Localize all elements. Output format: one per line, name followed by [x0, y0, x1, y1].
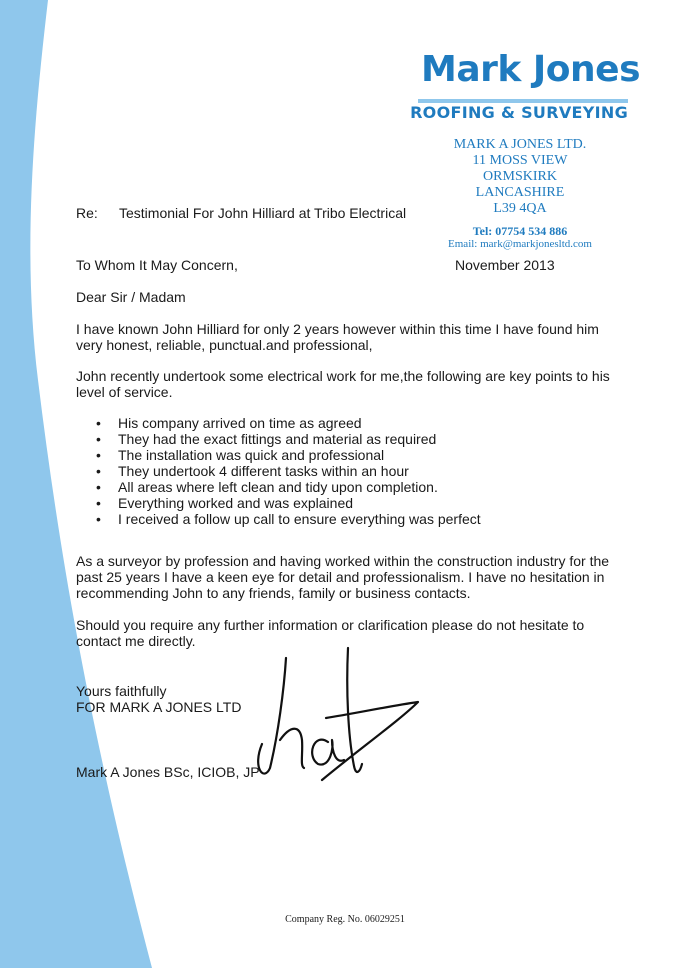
list-item: [96, 415, 481, 431]
list-item-text: They had the exact fittings and material as required: [118, 431, 437, 447]
subject-line: Testimonial For John Hilliard at Tribo Electrical: [119, 205, 407, 221]
paragraph-3: As a surveyor by profession and having worked within the construction industry for the past 25 years I have a keen eye for detail and professionalism. I have no hesitation in recommending John to any friends, family or business contacts.: [76, 553, 610, 601]
address-line: 11 MOSS VIEW: [472, 153, 568, 168]
list-item-text: All areas where left clean and tidy upon completion.: [118, 479, 438, 495]
paragraph-2: John recently undertook some electrical work for me,the following are key points to his level of service.: [76, 368, 610, 400]
signature-stroke: [258, 658, 286, 774]
address-line: L39 4QA: [493, 201, 547, 216]
bullet-icon: •: [96, 495, 101, 511]
list-item-text: His company arrived on time as agreed: [118, 415, 362, 431]
list-item-text: They undertook 4 different tasks within an hour: [118, 463, 409, 479]
signature-stroke: [312, 740, 344, 765]
list-item-text: The installation was quick and professional: [118, 447, 385, 463]
list-item: [96, 511, 481, 527]
bullet-icon: •: [96, 415, 101, 431]
list-item-text: Everything worked and was explained: [118, 495, 354, 511]
letter-date: November 2013: [455, 257, 555, 273]
handwritten-signature: [240, 640, 440, 790]
address-line: LANCASHIRE: [475, 185, 565, 200]
address-line: ORMSKIRK: [483, 169, 557, 184]
paragraph-4: Should you require any further information or clarification please do not hesitate to contact me directly.: [76, 617, 585, 649]
email: Email: mark@markjonesltd.com: [448, 238, 592, 250]
address-line: MARK A JONES LTD.: [453, 137, 587, 152]
bullet-icon: •: [96, 479, 101, 495]
paragraph-1: I have known John Hilliard for only 2 years however within this time I have found him very honest, reliable, punctual.and professional,: [76, 321, 599, 353]
list-item: [96, 479, 481, 495]
company-address: [420, 137, 620, 217]
signatory-name: Mark A Jones BSc, ICIOB, JP: [76, 764, 260, 780]
brand-name: Mark Jones: [421, 49, 640, 90]
closing-company: FOR MARK A JONES LTD: [76, 699, 242, 715]
list-item: [96, 447, 481, 463]
brand-subtitle: ROOFING & SURVEYING: [410, 103, 628, 122]
salutation-dear: Dear Sir / Madam: [76, 289, 186, 305]
signature-stroke: [322, 702, 418, 780]
list-item: [96, 431, 481, 447]
list-item-text: I received a follow up call to ensure everything was perfect: [118, 511, 481, 527]
list-item: [96, 463, 481, 479]
bullet-icon: •: [96, 463, 101, 479]
bullet-icon: •: [96, 447, 101, 463]
bullet-icon: •: [96, 511, 101, 527]
company-registration: Company Reg. No. 06029251: [285, 914, 405, 925]
list-item: [96, 495, 481, 511]
salutation-whom: To Whom It May Concern,: [76, 257, 238, 273]
closing-line: Yours faithfully: [76, 683, 167, 699]
signature-stroke: [280, 729, 304, 768]
telephone: Tel: 07754 534 886: [472, 224, 568, 238]
key-points-list: [96, 415, 481, 527]
bullet-icon: •: [96, 431, 101, 447]
re-label: Re:: [76, 205, 98, 221]
